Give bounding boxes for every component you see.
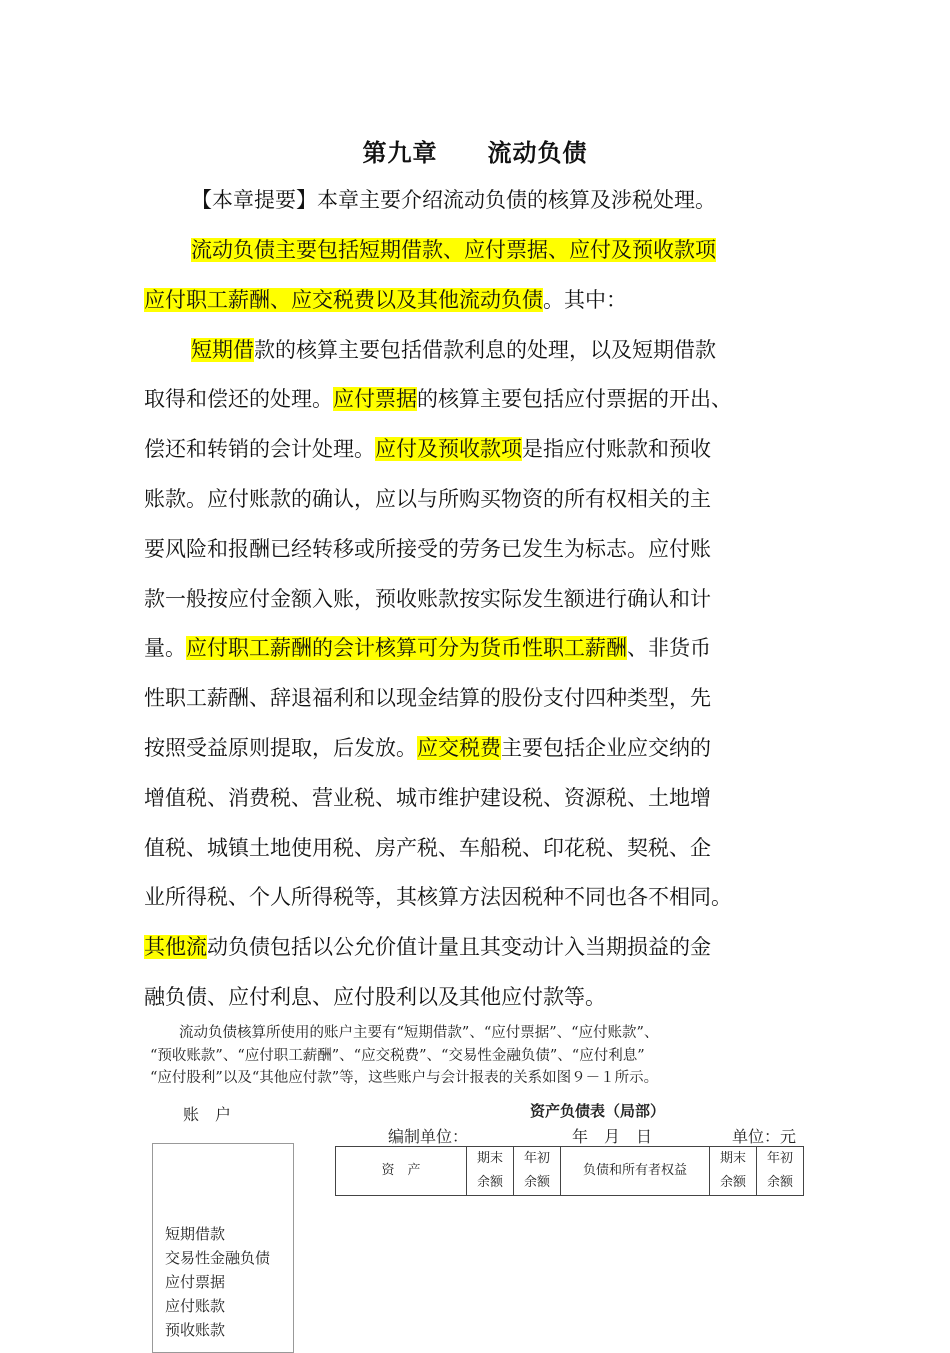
body-line bbox=[144, 284, 627, 316]
header-liab-end: 期末 余额 bbox=[710, 1147, 757, 1196]
body-line bbox=[144, 832, 711, 864]
body-text-segment: 。其中： bbox=[543, 287, 627, 312]
body-line bbox=[144, 682, 711, 714]
body-text-segment: 偿还和转销的会计处理。 bbox=[144, 437, 375, 462]
highlighted-text: 应付票据 bbox=[333, 387, 417, 412]
body-line bbox=[144, 782, 711, 814]
account-item: 短期借款 bbox=[165, 1225, 226, 1243]
header-asset-start: 年初 余额 bbox=[514, 1147, 561, 1196]
body-text-segment: 款的核算主要包括借款利息的处理，以及短期借款 bbox=[254, 337, 716, 362]
highlighted-text: 短期借 bbox=[191, 337, 254, 362]
body-line bbox=[144, 533, 711, 565]
body-line bbox=[191, 234, 716, 266]
body-text-segment: 融负债、应付利息、应付股利以及其他应付款等。 bbox=[144, 985, 606, 1009]
unit-right-label: 单位：元 bbox=[732, 1127, 797, 1146]
header-liabilities: 负债和所有者权益 bbox=[561, 1147, 710, 1196]
body-text-segment: 值税、城镇土地使用税、房产税、车船税、印花税、契税、企 bbox=[144, 835, 711, 860]
account-item: 应付账款 bbox=[165, 1297, 226, 1315]
body-text-segment: 款一般按应付金额入账，预收账款按实际发生额进行确认和计 bbox=[144, 586, 711, 611]
body-text-segment: 业所得税、个人所得税等，其核算方法因税种不同也各不相同。 bbox=[144, 885, 732, 910]
body-text-segment: 动负债包括以公允价值计量且其变动计入当期损益的金 bbox=[207, 935, 711, 960]
chapter-summary: 【本章提要】本章主要介绍流动负债的核算及涉税处理。 bbox=[191, 188, 716, 212]
highlighted-text: 流动负债主要包括短期借款、应付票据、应付及预收款项 bbox=[191, 238, 716, 262]
accounts-label: 账 户 bbox=[183, 1105, 232, 1124]
body-text-segment: 增值税、消费税、营业税、城市维护建设税、资源税、土地增 bbox=[144, 785, 711, 810]
chapter-name: 流动负债 bbox=[487, 139, 588, 167]
table-header-row bbox=[336, 1147, 804, 1196]
account-item: 预收账款 bbox=[165, 1321, 226, 1339]
body-text-segment: 账款。应付账款的确认，应以与所购买物资的所有权相关的主 bbox=[144, 487, 711, 511]
body-text-segment: 按照受益原则提取，后发放。 bbox=[144, 736, 417, 760]
highlighted-text: 其他流 bbox=[144, 935, 207, 960]
body-text-segment: 取得和偿还的处理。 bbox=[144, 387, 333, 412]
header-assets: 资 产 bbox=[336, 1147, 467, 1196]
header-liab-start: 年初 余额 bbox=[757, 1147, 804, 1196]
body-text-segment: 主要包括企业应交纳的 bbox=[501, 736, 711, 760]
balance-sheet-title: 资产负债表（局部） bbox=[530, 1102, 666, 1120]
body-text-segment: 要风险和报酬已经转移或所接受的劳务已发生为标志。应付账 bbox=[144, 536, 711, 561]
body-text-segment: 的核算主要包括应付票据的开出、 bbox=[417, 387, 732, 412]
body-line bbox=[144, 383, 732, 415]
intro-paragraph-line: “应付股利”以及“其他应付款”等，这些账户与会计报表的关系如图９－１所示。 bbox=[150, 1070, 659, 1086]
body-line bbox=[144, 433, 711, 465]
body-text-segment: 量。 bbox=[144, 636, 186, 661]
highlighted-text: 应交税费 bbox=[417, 736, 501, 760]
body-text-segment: 、非货币 bbox=[627, 636, 711, 661]
account-item: 交易性金融负债 bbox=[165, 1249, 271, 1267]
highlighted-text: 应付及预收款项 bbox=[375, 437, 522, 462]
highlighted-text: 应付职工薪酬的会计核算可分为货币性职工薪酬 bbox=[186, 636, 627, 661]
date-label: 年 月 日 bbox=[572, 1127, 653, 1146]
balance-sheet-table bbox=[335, 1146, 804, 1196]
account-item: 应付票据 bbox=[165, 1273, 226, 1291]
body-line bbox=[144, 732, 711, 764]
body-line bbox=[144, 483, 711, 515]
body-line bbox=[144, 981, 606, 1013]
intro-paragraph-line: 流动负债核算所使用的账户主要有“短期借款”、“应付票据”、“应付账款”、 bbox=[150, 1025, 659, 1041]
intro-paragraph-line: “预收账款”、“应付职工薪酬”、“应交税费”、“交易性金融负债”、“应付利息” bbox=[150, 1047, 645, 1064]
body-line bbox=[144, 881, 732, 913]
body-line bbox=[144, 931, 711, 963]
body-line bbox=[144, 632, 711, 664]
header-asset-end: 期末 余额 bbox=[467, 1147, 514, 1196]
body-text-segment: 是指应付账款和预收 bbox=[522, 437, 711, 462]
unit-left-label: 编制单位： bbox=[388, 1127, 469, 1146]
accounts-list bbox=[165, 1222, 270, 1342]
body-line bbox=[191, 334, 716, 366]
body-text-segment: 性职工薪酬、辞退福利和以现金结算的股份支付四种类型，先 bbox=[144, 686, 711, 711]
highlighted-text: 应付职工薪酬、应交税费以及其他流动负债 bbox=[144, 287, 543, 312]
chapter-number: 第九章 bbox=[362, 139, 438, 167]
body-line bbox=[144, 583, 711, 615]
chapter-title bbox=[0, 133, 950, 168]
